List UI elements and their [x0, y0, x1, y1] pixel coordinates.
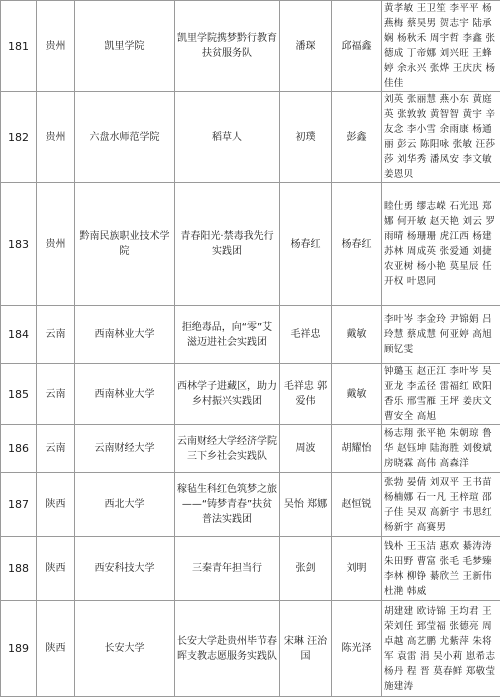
province-cell: 云南	[37, 364, 75, 425]
province-cell: 陕西	[37, 601, 75, 697]
school-cell: 凯里学院	[75, 1, 175, 92]
members-cell: 李叶岑 李金玲 尹锦娟 吕玲慧 蔡成慧 何亚婷 高旭 顾钇雯	[382, 306, 500, 364]
leader-cell: 毛祥忠	[280, 306, 332, 364]
advisor-cell: 戴敏	[332, 306, 382, 364]
row-number: 181	[1, 1, 37, 92]
leader-cell: 张剑	[280, 537, 332, 601]
leader-cell: 毛祥忠 郭爱伟	[280, 364, 332, 425]
province-cell: 陕西	[37, 473, 75, 537]
row-number: 184	[1, 306, 37, 364]
advisor-cell: 赵恒锐	[332, 473, 382, 537]
province-cell: 贵州	[37, 183, 75, 306]
province-cell: 云南	[37, 306, 75, 364]
team-name-cell: 青春阳光·禁毒我先行实践团	[175, 183, 280, 306]
advisor-cell: 戴敏	[332, 364, 382, 425]
team-name-cell: 云南财经大学经济学院三下乡社会实践队	[175, 425, 280, 473]
leader-cell: 杨春红	[280, 183, 332, 306]
row-number: 183	[1, 183, 37, 306]
table-row	[1, 601, 500, 697]
members-cell: 钱朴 王玉洁 惠欢 綦涛涛 朱田野 曹富 张毛 毛梦臻 李林 柳铮 綦欣兰 王新伟 杜滟 韩威	[382, 537, 500, 601]
school-cell: 云南财经大学	[75, 425, 175, 473]
team-name-cell: 长安大学赴贵州毕节春晖支教志愿服务实践队	[175, 601, 280, 697]
advisor-cell: 陈光泽	[332, 601, 382, 697]
school-cell: 长安大学	[75, 601, 175, 697]
table-row	[1, 92, 500, 183]
row-number: 186	[1, 425, 37, 473]
members-cell: 睦仕勇 缪志嵘 石光迅 郑娜 何开敏 赵天艳 刘云 罗雨晴 杨珊珊 虎江西 杨建 苏林 周成英 张爱通 刘捷 农亚树 杨小艳 莫星辰 任开权 叶恩同	[382, 183, 500, 306]
team-name-cell: 凯里学院携梦黔行教育扶贫服务队	[175, 1, 280, 92]
table-row	[1, 306, 500, 364]
team-name-cell: 稻草人	[175, 92, 280, 183]
leader-cell: 吴怡 郑娜	[280, 473, 332, 537]
leader-cell: 宋琳 汪治国	[280, 601, 332, 697]
province-cell: 云南	[37, 425, 75, 473]
province-cell: 贵州	[37, 1, 75, 92]
members-cell: 张勃 晏倩 刘双平 王书苗 杨楠娜 石一凡 王梓瑄 邵子佳 吴双 高新宇 韦思红 杨新宇 高赛男	[382, 473, 500, 537]
advisor-cell: 刘明	[332, 537, 382, 601]
team-name-cell: 西林学子进藏区，助力乡村振兴实践团	[175, 364, 280, 425]
school-cell: 西北大学	[75, 473, 175, 537]
members-cell: 胡建建 欧诗锦 王均君 王荣刘任 郅莹福 张德亮 周卓越 高艺鹏 尤紫萍 朱将军 袁雷 涓 吴小莉 崽希志 杨丹 程 晋 莫春鲜 郑敬莹 施建涛	[382, 601, 500, 697]
advisor-cell: 杨春红	[332, 183, 382, 306]
school-cell: 西南林业大学	[75, 364, 175, 425]
row-number: 188	[1, 537, 37, 601]
table-row	[1, 364, 500, 425]
advisor-cell: 彭鑫	[332, 92, 382, 183]
school-cell: 黔南民族职业技术学院	[75, 183, 175, 306]
advisor-cell: 胡耀怡	[332, 425, 382, 473]
row-number: 182	[1, 92, 37, 183]
advisor-cell: 邱福鑫	[332, 1, 382, 92]
row-number: 189	[1, 601, 37, 697]
members-cell: 黄孝敏 王卫笙 李平平 杨燕梅 蔡昊男 贺志宇 陆承娴 杨秋禾 周宇哲 李鑫 张德成 丁帝娜 刘兴旺 王蜂婷 余永兴 张烨 王庆庆 杨佳佳	[382, 1, 500, 92]
team-name-cell: 稼毡生科红色筑梦之旅——“铸梦青春”扶贫普法实践团	[175, 473, 280, 537]
school-cell: 六盘水师范学院	[75, 92, 175, 183]
members-cell: 杨志翔 张平艳 朱朝琼 鲁华 赵钰坤 陆海胜 刘俊斌 房晓霖 高伟 高森洋	[382, 425, 500, 473]
row-number: 187	[1, 473, 37, 537]
school-cell: 西安科技大学	[75, 537, 175, 601]
table-row	[1, 425, 500, 473]
leader-cell: 初璞	[280, 92, 332, 183]
leader-cell: 潘琛	[280, 1, 332, 92]
table-row	[1, 1, 500, 92]
row-number: 185	[1, 364, 37, 425]
province-cell: 陕西	[37, 537, 75, 601]
table-row	[1, 473, 500, 537]
province-cell: 贵州	[37, 92, 75, 183]
table-row	[1, 183, 500, 306]
school-cell: 西南林业大学	[75, 306, 175, 364]
team-name-cell: 三秦青年担当行	[175, 537, 280, 601]
table-row	[1, 537, 500, 601]
members-cell: 钟璐玉 赵正江 李叶岑 吴亚龙 李孟径 雷福红 欧阳香乐 邢雪雁 王坪 姜庆文 曹安全 高旭	[382, 364, 500, 425]
members-cell: 刘英 张丽慧 燕小东 黄庭英 张敦敦 黄智智 黄宇 辛友念 李小雪 余雨康 杨通丽 彭云 陈阳咏 张敏 汪莎莎 刘华秀 潘凤安 李文敏 姜恩贝	[382, 92, 500, 183]
leader-cell: 周波	[280, 425, 332, 473]
team-name-cell: 拒绝毒品，向“零”艾滋迈进社会实践团	[175, 306, 280, 364]
